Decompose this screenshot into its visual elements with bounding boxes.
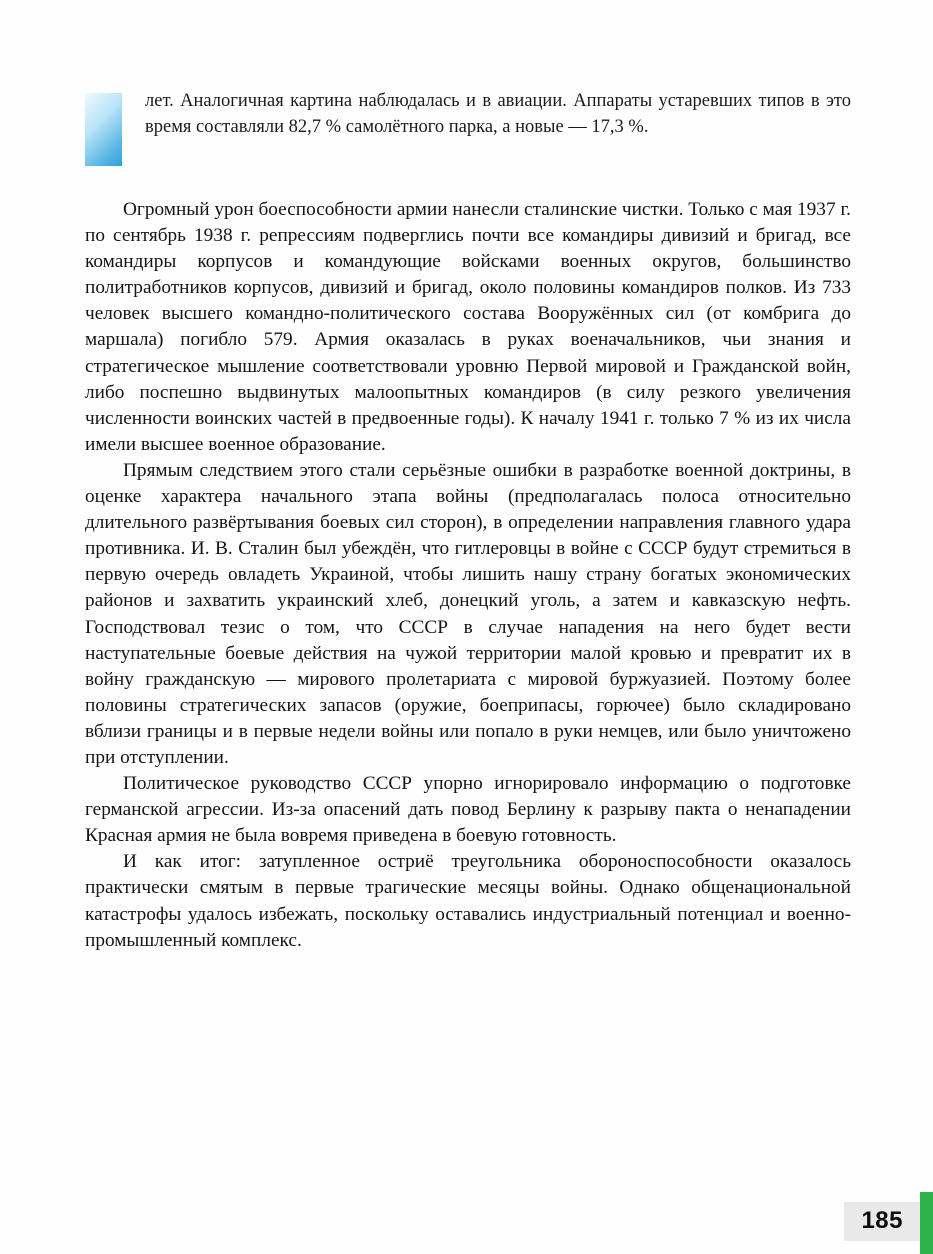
green-edge-bar [920, 1192, 933, 1254]
page-number-box [844, 1202, 920, 1241]
paragraph: Прямым следствием этого стали серьёзные ошибки в разработке военной доктрины, в оценке характера начального этапа войны (предполагалась полоса относительно длительного развёртывания боевых сил сторон), в определении направления главного удара противника. И. В. Сталин был убеждён, что гитлеровцы в войне с СССР будут стремиться в первую очередь овладеть Украиной, чтобы лишить нашу страну богатых экономических районов и захватить украинский хлеб, донецкий уголь, а затем и кавказскую нефть. Господствовал тезис о том, что СССР в случае нападения на него будет вести наступательные боевые действия на чужой территории малой кровью и превратит их в войну гражданскую — мирового пролетариата с мировой буржуазией. Поэтому более половины стратегических запасов (оружие, боеприпасы, горючее) было складировано вблизи границы и в первые недели войны или попало в руки немцев, или было уничтожено при отступлении. [85, 459, 851, 768]
paragraph: Огромный урон боеспособности армии нанесли сталинские чистки. Только с мая 1937 г. по сентябрь 1938 г. репрессиям подверглись почти все командиры дивизий и бригад, все командиры корпусов и командующие войсками военных округов, большинство политработников корпусов, дивизий и бригад, около половины командиров полков. Из 733 человек высшего командно-политического состава Вооружённых сил (от комбрига до маршала) погибло 579. Армия оказалась в руках военачальников, чьи знания и стратегическое мышление соответствовали уровню Первой мировой и Гражданской войн, либо поспешно выдвинутых малоопытных командиров (в силу резкого увеличения численности воинских частей в предвоенные годы). К началу 1941 г. только 7 % из их числа имели высшее военное образование. [85, 199, 851, 455]
paragraph: Политическое руководство СССР упорно игнорировало информацию о подготовке германской агрессии. Из-за опасений дать повод Берлину к разрыву пакта о ненападении Красная армия не была вовремя приведена в боевую готовность. [85, 773, 851, 847]
intro-note-text: лет. Аналогичная картина наблюдалась и в авиации. Аппараты устаревших типов в это время составляли 82,7 % самолётного парка, а новые — 17,3 %. [145, 91, 851, 137]
intro-note [85, 88, 851, 140]
page-number: 185 [861, 1207, 903, 1234]
body-text [85, 197, 851, 954]
blue-gradient-marker-icon [85, 93, 122, 166]
paragraph: И как итог: затупленное остриё треугольника обороноспособности оказалось практически смятым в первые трагические месяцы войны. Однако общенациональной катастрофы удалось избежать, поскольку оставались индустриальный потенциал и военно-промышленный комплекс. [85, 851, 851, 951]
